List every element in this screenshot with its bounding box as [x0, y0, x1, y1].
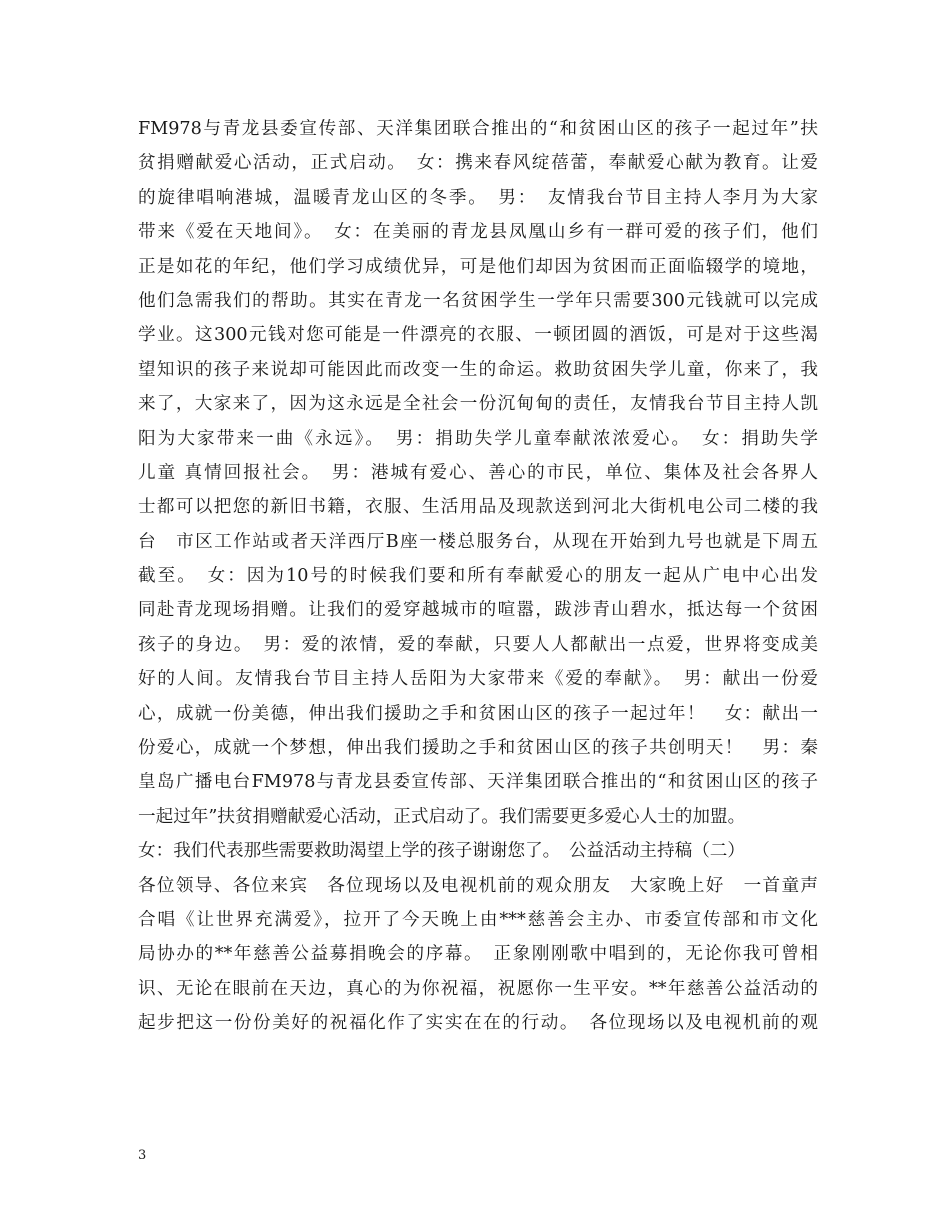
text-line: 台 市区工作站或者天洋西厅B座一楼总服务台，从现在开始到九号也就是下周五 — [138, 531, 818, 552]
text-line: 份爱心，成就一个梦想，伸出我们援助之手和贫困山区的孩子共创明天！ 男：秦 — [138, 738, 818, 759]
text-line: 识、无论在眼前在天边，真心的为你祝福，祝愿你一生平安。**年慈善公益活动的 — [138, 978, 818, 999]
text-line: 来了，大家来了，因为这永远是全社会一份沉甸甸的责任，友情我台节目主持人凯 — [138, 394, 818, 415]
text-line: 同赴青龙现场捐赠。让我们的爱穿越城市的喧嚣，跋涉青山碧水，抵达每一个贫困 — [138, 600, 818, 621]
text-line: 孩子的身边。 男：爱的浓情，爱的奉献，只要人人都献出一点爱，世界将变成美 — [138, 634, 818, 655]
text-line: 阳为大家带来一曲《永远》。 男：捐助失学儿童奉献浓浓爱心。 女：捐助失学 — [138, 428, 818, 449]
text-line: 的旋律唱响港城，温暖青龙山区的冬季。 男： 友情我台节目主持人李月为大家 — [138, 187, 818, 208]
text-line: 士都可以把您的新旧书籍，衣服、生活用品及现款送到河北大街机电公司二楼的我 — [138, 497, 818, 518]
text-line: 合唱《让世界充满爱》，拉开了今天晚上由***慈善会主办、市委宣传部和市文化 — [138, 909, 818, 930]
text-line: 局协办的**年慈善公益募捐晚会的序幕。 正象刚刚歌中唱到的，无论你我可曾相 — [138, 944, 818, 965]
text-line: 儿童 真情回报社会。 男：港城有爱心、善心的市民，单位、集体及社会各界人 — [138, 462, 818, 483]
text-line: 他们急需我们的帮助。其实在青龙一名贫困学生一学年只需要300元钱就可以完成 — [138, 290, 818, 311]
text-line: 学业。这300元钱对您可能是一件漂亮的衣服、一顿团圆的酒饭，可是对于这些渴 — [138, 325, 818, 346]
text-line: 截至。 女：因为10号的时候我们要和所有奉献爱心的朋友一起从广电中心出发 — [138, 566, 818, 587]
page-number: 3 — [138, 1148, 147, 1163]
text-line: 各位领导、各位来宾 各位现场以及电视机前的观众朋友 大家晚上好 一首童声 — [138, 875, 818, 896]
text-line: 女：我们代表那些需要救助渴望上学的孩子谢谢您了。 公益活动主持稿（二） — [138, 841, 745, 862]
text-line: 皇岛广播电台FM978与青龙县委宣传部、天洋集团联合推出的“和贫困山区的孩子 — [138, 772, 818, 793]
text-line: 好的人间。友情我台节目主持人岳阳为大家带来《爱的奉献》。 男：献出一份爱 — [138, 669, 818, 690]
body-text — [138, 112, 818, 1041]
text-line: 起步把这一份份美好的祝福化作了实实在在的行动。 各位现场以及电视机前的观 — [138, 1013, 818, 1034]
text-line: 心，成就一份美德，伸出我们援助之手和贫困山区的孩子一起过年！ 女：献出一 — [138, 703, 818, 724]
text-line: 带来《爱在天地间》。 女：在美丽的青龙县凤凰山乡有一群可爱的孩子们，他们 — [138, 222, 818, 243]
text-line: 正是如花的年纪，他们学习成绩优异，可是他们却因为贫困而正面临辍学的境地， — [138, 256, 818, 277]
text-line: 贫捐赠献爱心活动，正式启动。 女：携来春风绽蓓蕾，奉献爱心献为教育。让爱 — [138, 153, 818, 174]
text-line: 一起过年”扶贫捐赠献爱心活动，正式启动了。我们需要更多爱心人士的加盟。 — [138, 806, 746, 827]
text-line: 望知识的孩子来说却可能因此而改变一生的命运。救助贫困失学儿童，你来了，我 — [138, 359, 818, 380]
text-line: FM978与青龙县委宣传部、天洋集团联合推出的“和贫困山区的孩子一起过年”扶 — [138, 119, 818, 139]
